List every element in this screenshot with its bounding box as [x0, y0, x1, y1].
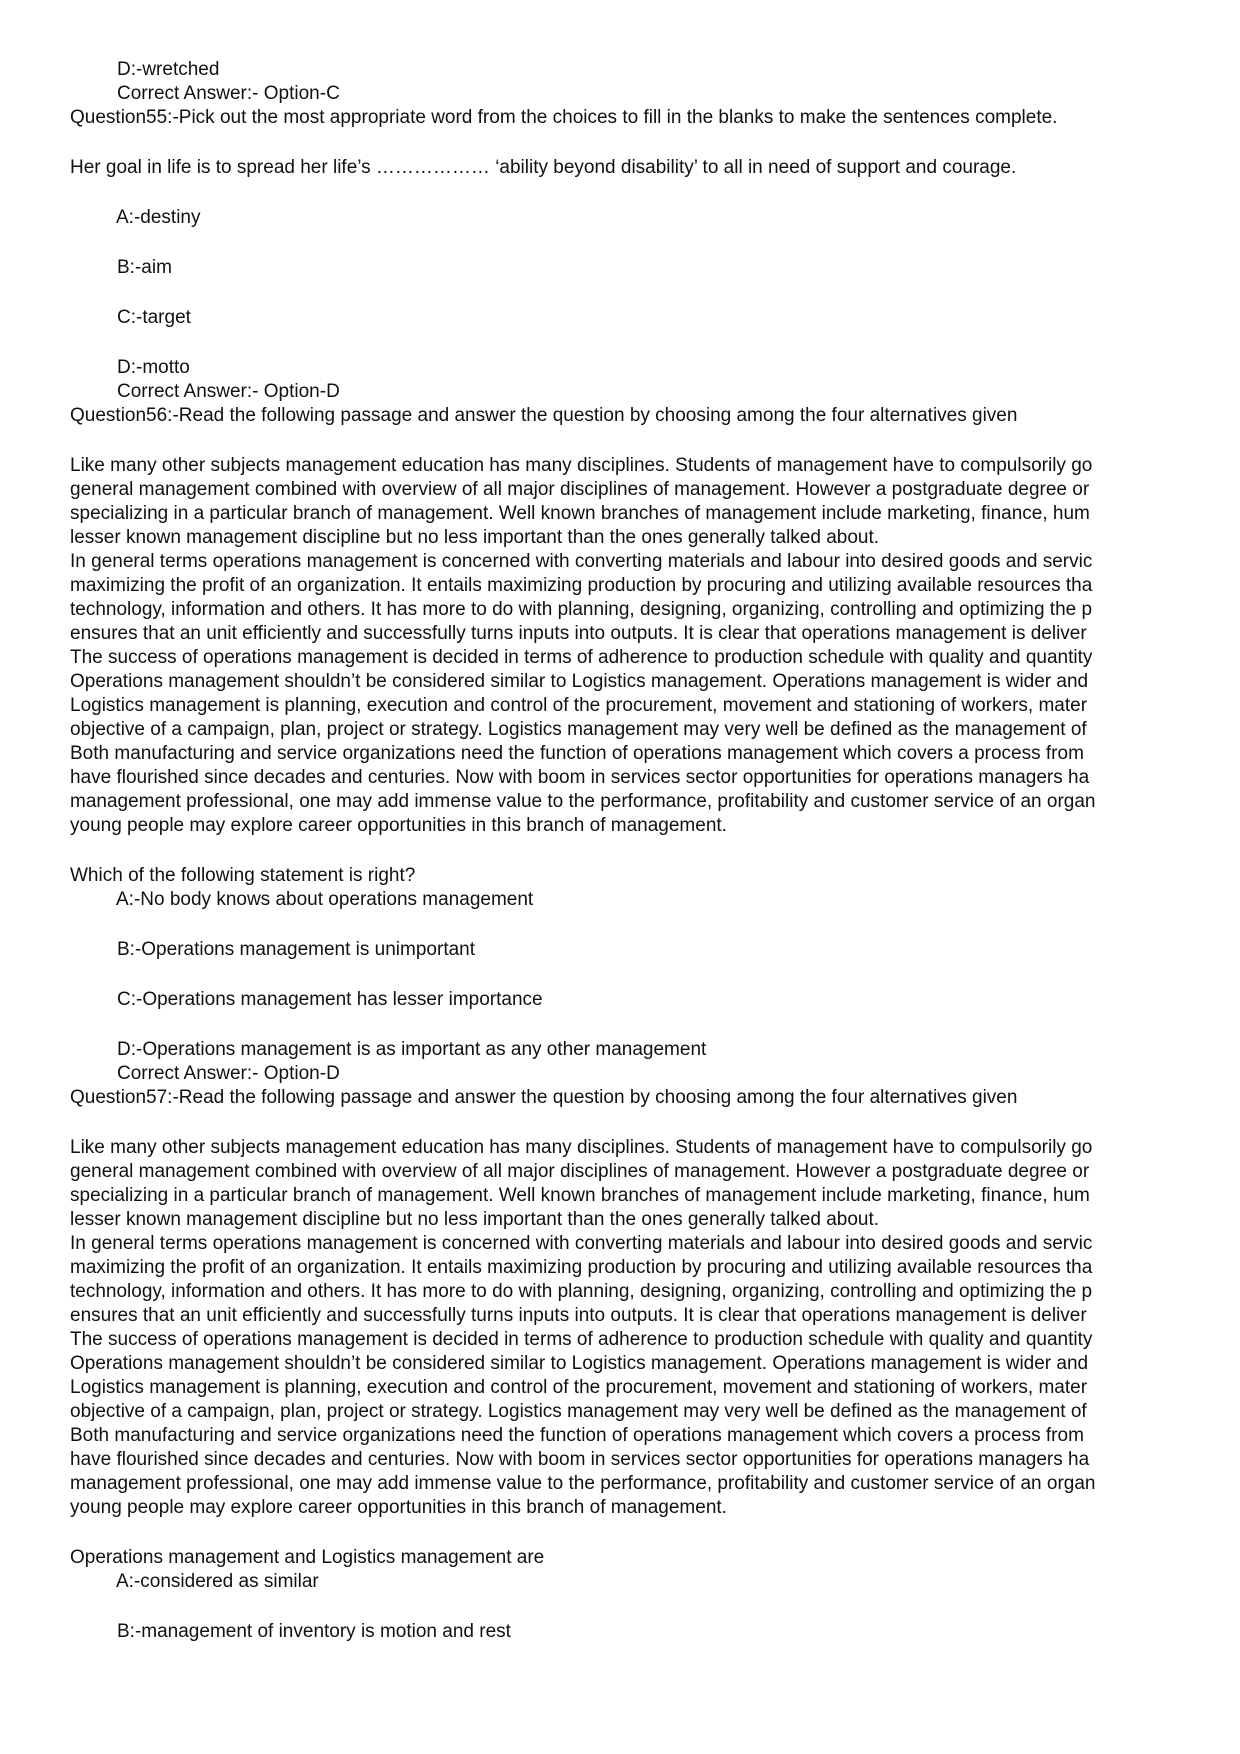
- passage-line: Logistics management is planning, execution and control of the procurement, movement and stationing of workers, mater: [70, 1377, 1088, 1398]
- passage-line: The success of operations management is decided in terms of adherence to production schedule with quality and quantity: [70, 647, 1093, 668]
- passage-line: Both manufacturing and service organizations need the function of operations management which covers a process from: [70, 743, 1084, 764]
- question-56-prompt: Which of the following statement is right?: [70, 865, 416, 886]
- passage-line: Like many other subjects management education has many disciplines. Students of management have to compulsorily go: [70, 1137, 1093, 1158]
- passage-line: lesser known management discipline but no less important than the ones generally talked about.: [70, 527, 880, 548]
- question-57-title: Question57:-Read the following passage and answer the question by choosing among the four alternatives given: [70, 1087, 1018, 1108]
- passage-line: general management combined with overview of all major disciplines of management. However a postgraduate degree or: [70, 479, 1090, 500]
- q57-option-a: A:-considered as similar: [116, 1571, 319, 1592]
- passage-line: young people may explore career opportunities in this branch of management.: [70, 815, 727, 836]
- passage-line: ensures that an unit efficiently and successfully turns inputs into outputs. It is clear that operations management is deliver: [70, 623, 1087, 644]
- passage-line: The success of operations management is decided in terms of adherence to production schedule with quality and quantity: [70, 1329, 1093, 1350]
- passage-line: Operations management shouldn’t be considered similar to Logistics management. Operations management is wider and: [70, 1353, 1089, 1374]
- passage-line: technology, information and others. It has more to do with planning, designing, organizing, controlling and optimizing the p: [70, 1281, 1093, 1302]
- q56-passage: [70, 454, 1188, 838]
- passage-line: management professional, one may add immense value to the performance, profitability and customer service of an organ: [70, 791, 1096, 812]
- q57-passage: [70, 1136, 1188, 1520]
- passage-line: In general terms operations management is concerned with converting materials and labour into desired goods and servic: [70, 551, 1093, 572]
- passage-line: maximizing the profit of an organization. It entails maximizing production by procuring and utilizing available resources tha: [70, 1257, 1093, 1278]
- question-55-sentence: Her goal in life is to spread her life’s ……………… ‘ability beyond disability’ to all in need of support and courage.: [70, 157, 1017, 178]
- passage-line: objective of a campaign, plan, project or strategy. Logistics management may very well be defined as the management of: [70, 1401, 1087, 1422]
- q56-correct-answer: Correct Answer:- Option-D: [117, 1063, 340, 1084]
- passage-line: management professional, one may add immense value to the performance, profitability and customer service of an organ: [70, 1473, 1096, 1494]
- correct-answer-q54: Correct Answer:- Option-C: [117, 83, 340, 104]
- q56-option-d: D:-Operations management is as important as any other management: [117, 1039, 707, 1060]
- q55-correct-answer: Correct Answer:- Option-D: [117, 381, 340, 402]
- page-content: [70, 58, 1188, 1644]
- question-57-prompt: Operations management and Logistics management are: [70, 1547, 545, 1568]
- q57-option-b: B:-management of inventory is motion and rest: [117, 1621, 511, 1642]
- passage-line: have flourished since decades and centuries. Now with boom in services sector opportunities for operations managers ha: [70, 1449, 1090, 1470]
- passage-line: ensures that an unit efficiently and successfully turns inputs into outputs. It is clear that operations management is deliver: [70, 1305, 1087, 1326]
- question-55-title: Question55:-Pick out the most appropriate word from the choices to fill in the blanks to make the sentences complete.: [70, 107, 1058, 128]
- passage-line: specializing in a particular branch of management. Well known branches of management include marketing, finance, hum: [70, 1185, 1090, 1206]
- q56-option-a: A:-No body knows about operations management: [116, 889, 534, 910]
- passage-line: specializing in a particular branch of management. Well known branches of management include marketing, finance, hum: [70, 503, 1090, 524]
- passage-line: Both manufacturing and service organizations need the function of operations management which covers a process from: [70, 1425, 1084, 1446]
- passage-line: Operations management shouldn’t be considered similar to Logistics management. Operations management is wider and: [70, 671, 1089, 692]
- q55-option-b: B:-aim: [117, 257, 172, 278]
- passage-line: have flourished since decades and centuries. Now with boom in services sector opportunities for operations managers ha: [70, 767, 1090, 788]
- passage-line: objective of a campaign, plan, project or strategy. Logistics management may very well be defined as the management of: [70, 719, 1087, 740]
- passage-line: maximizing the profit of an organization. It entails maximizing production by procuring and utilizing available resources tha: [70, 575, 1093, 596]
- q55-option-c: C:-target: [117, 307, 191, 328]
- option-d-q54: D:-wretched: [117, 59, 220, 80]
- passage-line: young people may explore career opportunities in this branch of management.: [70, 1497, 727, 1518]
- passage-line: general management combined with overview of all major disciplines of management. However a postgraduate degree or: [70, 1161, 1090, 1182]
- question-56-title: Question56:-Read the following passage and answer the question by choosing among the four alternatives given: [70, 405, 1018, 426]
- q55-option-a: A:-destiny: [116, 207, 201, 228]
- passage-line: In general terms operations management is concerned with converting materials and labour into desired goods and servic: [70, 1233, 1093, 1254]
- passage-line: lesser known management discipline but no less important than the ones generally talked about.: [70, 1209, 880, 1230]
- passage-line: Logistics management is planning, execution and control of the procurement, movement and stationing of workers, mater: [70, 695, 1088, 716]
- q55-option-d: D:-motto: [117, 357, 190, 378]
- q56-option-c: C:-Operations management has lesser importance: [117, 989, 543, 1010]
- passage-line: Like many other subjects management education has many disciplines. Students of management have to compulsorily go: [70, 455, 1093, 476]
- q56-option-b: B:-Operations management is unimportant: [117, 939, 476, 960]
- passage-line: technology, information and others. It has more to do with planning, designing, organizing, controlling and optimizing the p: [70, 599, 1093, 620]
